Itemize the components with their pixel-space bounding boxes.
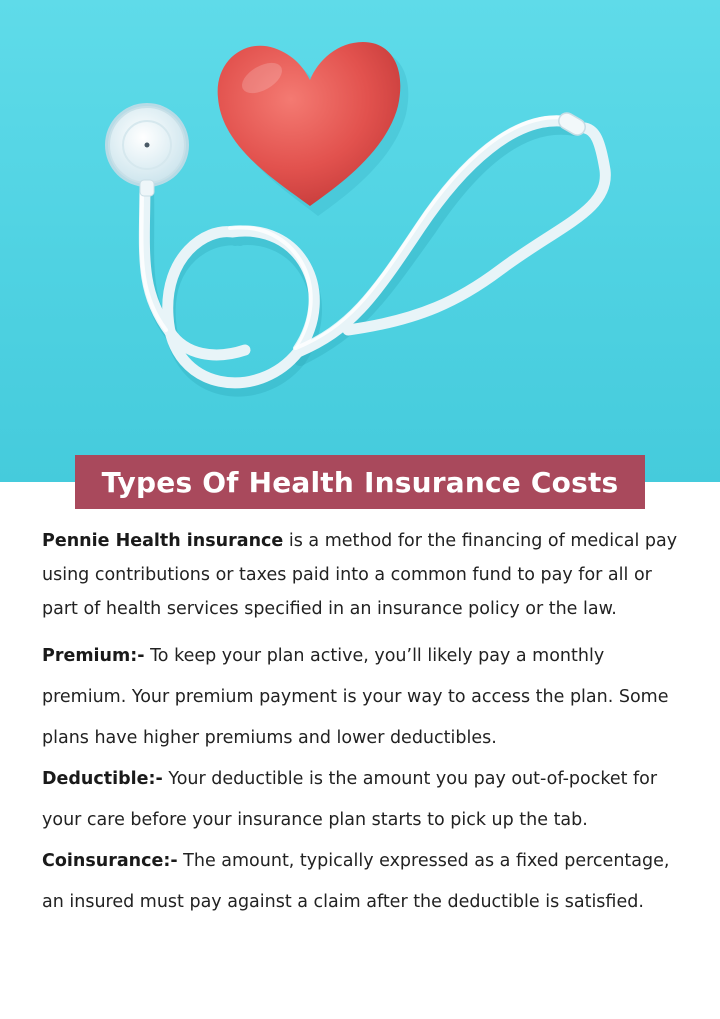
coinsurance-term: Coinsurance:- [42, 851, 178, 871]
coinsurance-text: The amount, typically expressed as a fixed percentage, an insured must pay against a claim after the deductible is satisfied. [42, 851, 670, 912]
intro-text: is a method for the financing of medical pay using contributions or taxes paid into a common fund to pay for all or part of health services specified in an insurance policy or the law. [42, 531, 678, 619]
deductible-text: Your deductible is the amount you pay out-of-pocket for your care before your insurance plan starts to pick up the tab. [42, 769, 658, 830]
coinsurance-paragraph [42, 841, 687, 923]
chestpiece-icon [105, 103, 189, 196]
deductible-paragraph [42, 759, 687, 841]
heart-icon [218, 42, 409, 216]
premium-term: Premium:- [42, 646, 145, 666]
intro-bold: Pennie Health insurance [42, 531, 284, 551]
intro-paragraph [42, 524, 687, 626]
deductible-term: Deductible:- [42, 769, 163, 789]
premium-text: To keep your plan active, you’ll likely pay a monthly premium. Your premium payment is your way to access the plan. Some plans have higher premiums and lower deductibles. [42, 646, 669, 748]
premium-paragraph [42, 636, 687, 759]
page-title: Types Of Health Insurance Costs [101, 465, 619, 499]
hero-image [0, 0, 720, 482]
article-body [42, 524, 687, 923]
title-banner [75, 455, 645, 509]
